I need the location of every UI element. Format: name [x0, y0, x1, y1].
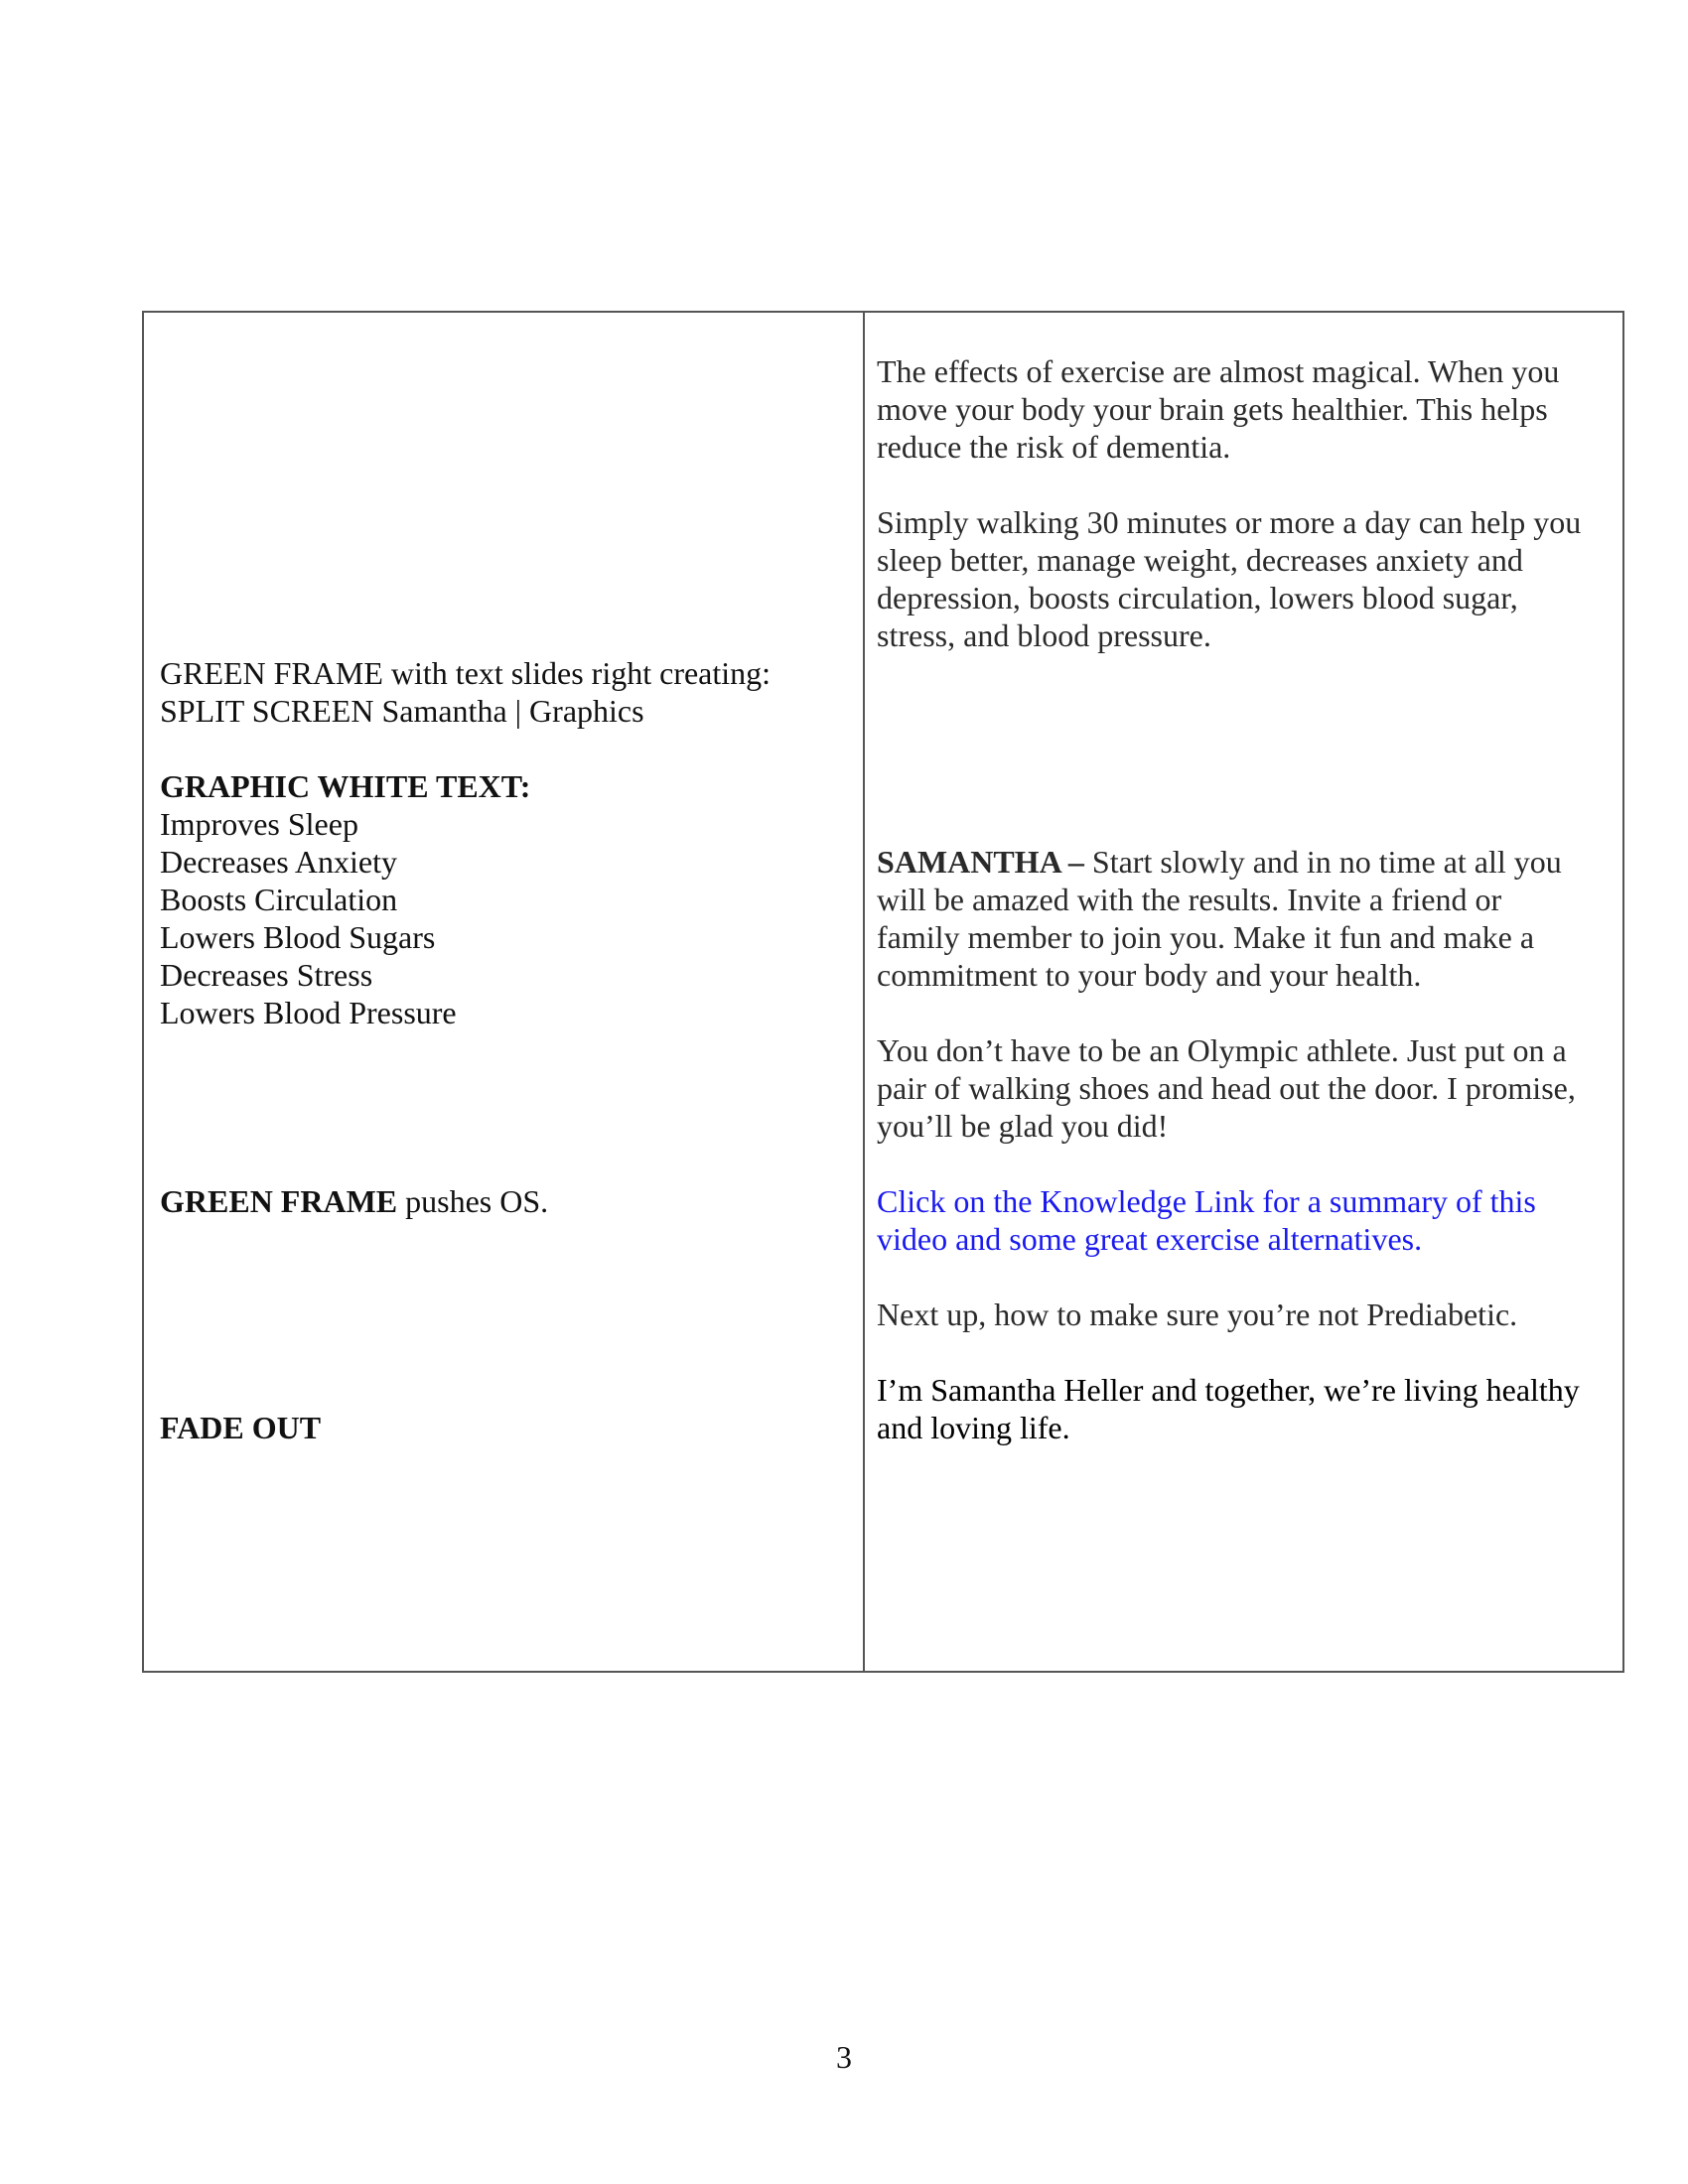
narration-para4-line2: pair of walking shoes and head out the door. I promise,	[877, 1070, 1576, 1106]
narration-para2-line3: depression, boosts circulation, lowers blood sugar,	[877, 580, 1518, 615]
graphic-item-boosts-circulation: Boosts Circulation	[160, 882, 398, 917]
speaker-name: SAMANTHA –	[877, 844, 1084, 880]
graphic-item-decreases-stress: Decreases Stress	[160, 957, 373, 993]
narration-para4-line3: you’ll be glad you did!	[877, 1108, 1169, 1144]
samantha-line2: will be amazed with the results. Invite a friend or	[877, 882, 1502, 917]
green-frame-action: pushes OS.	[397, 1183, 549, 1219]
narration-para1-line1: The effects of exercise are almost magical. When you	[877, 353, 1560, 389]
transition-direction-line2: SPLIT SCREEN Samantha | Graphics	[160, 693, 644, 729]
samantha-line1	[877, 843, 1562, 881]
script-table	[142, 311, 1624, 1673]
transition-direction-line1: GREEN FRAME with text slides right creating:	[160, 655, 772, 691]
page-number: 3	[836, 2039, 852, 2075]
narration-para1-line3: reduce the risk of dementia.	[877, 429, 1231, 465]
signoff-line1: I’m Samantha Heller and together, we’re living healthy	[877, 1372, 1580, 1408]
narration-para2-line4: stress, and blood pressure.	[877, 617, 1211, 653]
samantha-line1-text: Start slowly and in no time at all you	[1083, 844, 1562, 880]
green-frame-direction	[160, 1182, 548, 1220]
narration-para4-line1: You don’t have to be an Olympic athlete. Just put on a	[877, 1032, 1567, 1068]
samantha-line3: family member to join you. Make it fun and make a	[877, 919, 1535, 955]
graphic-item-lowers-blood-sugars: Lowers Blood Sugars	[160, 919, 436, 955]
green-frame-label: GREEN FRAME	[160, 1183, 398, 1219]
column-divider	[863, 313, 865, 1671]
narration-para2-line2: sleep better, manage weight, decreases anxiety and	[877, 542, 1523, 578]
next-up-line: Next up, how to make sure you’re not Prediabetic.	[877, 1297, 1518, 1332]
narration-para1-line2: move your body your brain gets healthier. This helps	[877, 391, 1548, 427]
knowledge-link-line1: Click on the Knowledge Link for a summary of this	[877, 1183, 1536, 1219]
graphic-item-lowers-blood-pressure: Lowers Blood Pressure	[160, 995, 457, 1030]
graphic-heading: GRAPHIC WHITE TEXT:	[160, 768, 531, 804]
graphic-item-decreases-anxiety: Decreases Anxiety	[160, 844, 398, 880]
samantha-line4: commitment to your body and your health.	[877, 957, 1422, 993]
fade-out-direction: FADE OUT	[160, 1410, 322, 1445]
signoff-line2: and loving life.	[877, 1410, 1070, 1445]
graphic-item-improves-sleep: Improves Sleep	[160, 806, 358, 842]
narration-para2-line1: Simply walking 30 minutes or more a day can help you	[877, 504, 1582, 540]
knowledge-link-line2: video and some great exercise alternatives.	[877, 1221, 1423, 1257]
